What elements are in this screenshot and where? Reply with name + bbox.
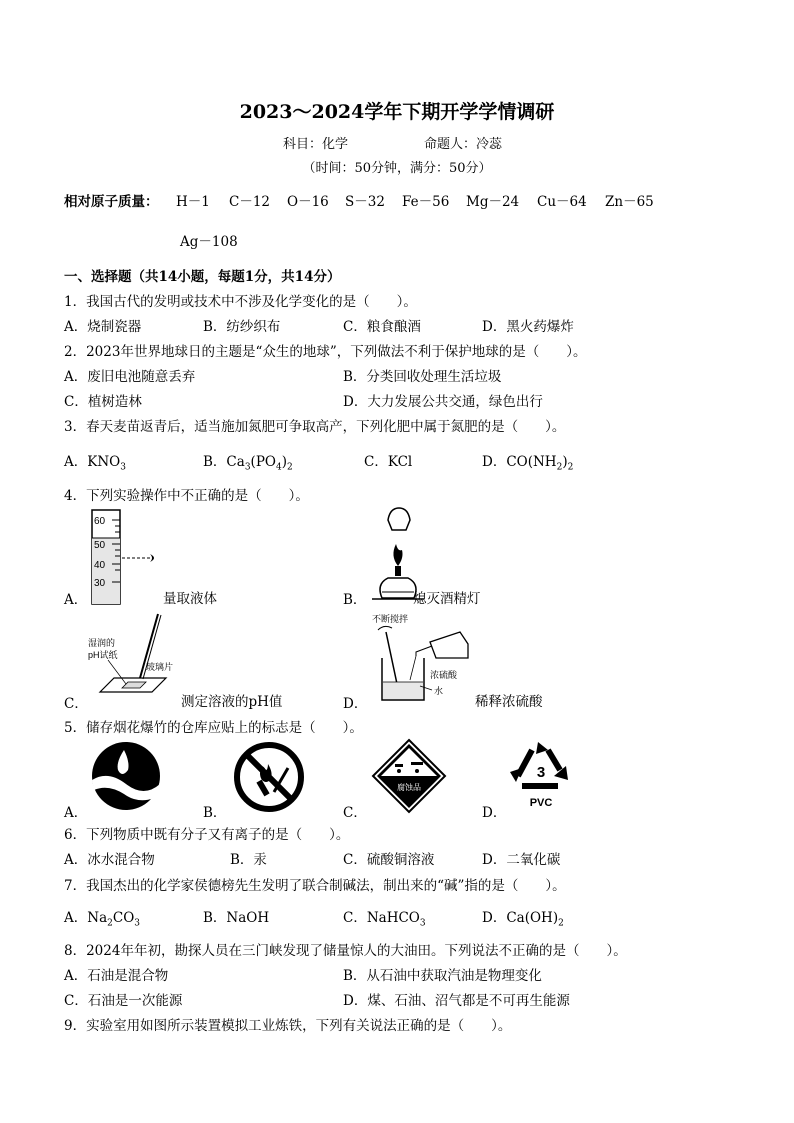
atomic-mass-item: C－12 [229,194,271,210]
atomic-mass-item: Zn－65 [605,194,654,210]
question-9-stem: 9．实验室用如图所示装置模拟工业炼铁，下列有关说法正确的是（ ）。 [64,1018,512,1034]
eye-icon [150,554,154,562]
q8-option-a: A．石油是混合物 [64,968,169,984]
q1-option-d: D．黑火药爆炸 [482,319,574,335]
ph-test-figure [86,612,178,696]
corrosive-sign-text: 腐蚀品 [397,783,421,792]
q5-label-c: C． [343,805,367,821]
q6-option-c: C．硫酸铜溶液 [343,852,435,868]
atomic-mass-label: 相对原子质量： [64,194,159,210]
recycle-number: 3 [536,764,546,781]
atomic-mass-item: O－16 [287,194,329,210]
section-heading: 一、选择题（共14小题，每题1分，共14分） [64,269,341,285]
atomic-mass-item: Cu－64 [537,194,587,210]
q8-option-c: C．石油是一次能源 [64,993,183,1009]
q4-caption-a: 量取液体 [163,591,217,607]
q6-option-b: B．汞 [230,852,267,868]
time-note: （时间：50分钟，满分：50分） [302,161,492,176]
dilute-figure-label: 水 [434,686,444,696]
page-title: 2023～2024学年下期开学学情调研 [239,101,555,123]
water-saving-sign-icon [88,740,164,812]
q7-option-d: D．$Ca(OH)_2$ [482,910,564,929]
atomic-mass-item: S－32 [345,194,385,210]
q4-label-c: C． [64,696,88,712]
q8-option-b: B．从石油中获取汽油是物理变化 [343,968,542,984]
q8-option-d: D．煤、石油、沼气都是不可再生能源 [343,993,570,1009]
q7-option-a: A．$Na_2CO_3$ [64,910,140,929]
recycle-text: PVC [529,797,553,809]
q3-option-a: A．$KNO_3$ [64,454,126,473]
q7-option-b: B．NaOH [203,910,270,926]
q1-option-a: A．烧制瓷器 [64,319,142,335]
author-label: 命题人：冷蕊 [424,137,503,152]
q4-label-a: A． [64,592,88,608]
question-8-stem: 8．2024年年初，勘探人员在三门峡发现了储量惊人的大油田。下列说法不正确的是（ ）。 [64,943,627,959]
ph-figure-label: 玻璃片 [146,662,174,672]
cylinder-tick-label: 40 [94,560,106,571]
cylinder-tick-label: 60 [94,516,106,527]
q2-option-a: A．废旧电池随意丢弃 [64,369,196,385]
q3-option-b: B．$Ca_3(PO_4)_2$ [203,454,293,473]
corrosive-sign-icon [371,738,447,814]
question-4-stem: 4．下列实验操作中不正确的是（ ）。 [64,488,309,504]
dilute-figure-label: 不断搅拌 [372,614,409,624]
flame-icon [393,544,402,566]
atomic-mass-item: H－1 [176,194,210,210]
q7-option-c: C．NaHCO$_3$ [343,910,426,929]
question-5-stem: 5．储存烟花爆竹的仓库应贴上的标志是（ ）。 [64,720,363,736]
q6-option-d: D．二氧化碳 [482,852,561,868]
q2-option-b: B．分类回收处理生活垃圾 [343,369,502,385]
q5-label-b: B． [203,805,227,821]
q1-option-c: C．粮食酿酒 [343,319,421,335]
dilute-acid-figure [370,612,474,704]
q3-option-c: C．KCl [364,454,413,470]
subject-label: 科目：化学 [283,137,349,152]
question-1-stem: 1．我国古代的发明或技术中不涉及化学变化的是（ ）。 [64,294,417,310]
q4-caption-c: 测定溶液的pH值 [181,694,283,710]
atomic-mass-item: Mg－24 [466,194,520,210]
pvc-recycle-sign-icon [508,740,574,812]
ph-figure-label: pH试纸 [88,650,118,660]
q5-label-a: A． [64,805,88,821]
q2-option-c: C．植树造林 [64,394,142,410]
cylinder-tick-label: 50 [94,540,106,551]
q5-label-d: D． [482,805,507,821]
acid-bottle-icon [430,632,468,658]
dilute-figure-label: 浓硫酸 [430,670,458,680]
atomic-mass-item: Fe－56 [402,194,450,210]
q2-option-d: D．大力发展公共交通，绿色出行 [343,394,543,410]
q4-label-b: B． [343,592,367,608]
q4-caption-d: 稀释浓硫酸 [475,694,543,710]
question-2-stem: 2．2023年世界地球日的主题是“众生的地球”，下列做法不利于保护地球的是（ ）。 [64,344,587,360]
lamp-cap-icon [388,508,410,530]
graduated-cylinder-figure [86,508,166,608]
question-7-stem: 7．我国杰出的化学家侯德榜先生发明了联合制碱法，制出来的“碱”指的是（ ）。 [64,878,566,894]
question-6-stem: 6．下列物质中既有分子又有离子的是（ ）。 [64,827,350,843]
ph-figure-label: 湿润的 [88,638,116,648]
q1-option-b: B．纺纱织布 [203,319,281,335]
no-open-flame-sign-icon [232,740,306,814]
question-3-stem: 3．春天麦苗返青后，适当施加氮肥可争取高产，下列化肥中属于氮肥的是（ ）。 [64,419,566,435]
cylinder-tick-label: 30 [94,578,106,589]
atomic-mass-item: Ag－108 [180,234,238,250]
q6-option-a: A．冰水混合物 [64,852,155,868]
q4-label-d: D． [343,696,368,712]
q3-option-d: D．$CO(NH_2)_2$ [482,454,574,473]
q4-caption-b: 熄灭酒精灯 [413,591,481,607]
